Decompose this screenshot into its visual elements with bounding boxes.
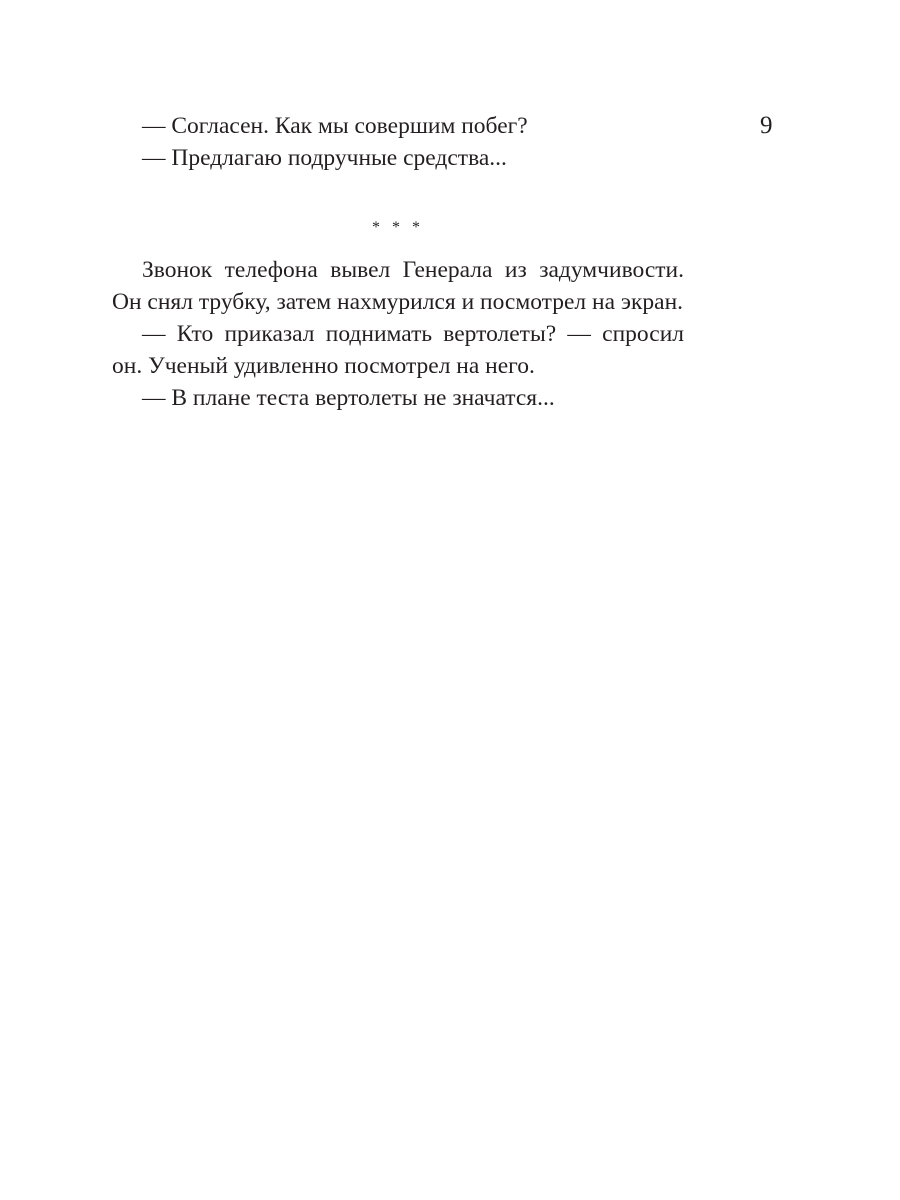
dialogue-line: — Согласен. Как мы совершим побег? <box>142 113 528 139</box>
section-separator: * * * <box>372 219 424 236</box>
dialogue-block <box>112 110 684 174</box>
paragraph: — Кто приказал поднимать вертолеты? — спросил он. Ученый удивленно посмотрел на него. <box>112 321 684 379</box>
body-text <box>112 254 684 414</box>
page-number: 9 <box>760 112 773 139</box>
paragraph: Звонок телефона вывел Генерала из задумчивости. Он снял трубку, затем нахмурился и посмотрел на экран. <box>112 257 684 315</box>
paragraph: — В плане теста вертолеты не значатся... <box>142 385 555 411</box>
dialogue-line: — Предлагаю подручные средства... <box>142 145 507 171</box>
